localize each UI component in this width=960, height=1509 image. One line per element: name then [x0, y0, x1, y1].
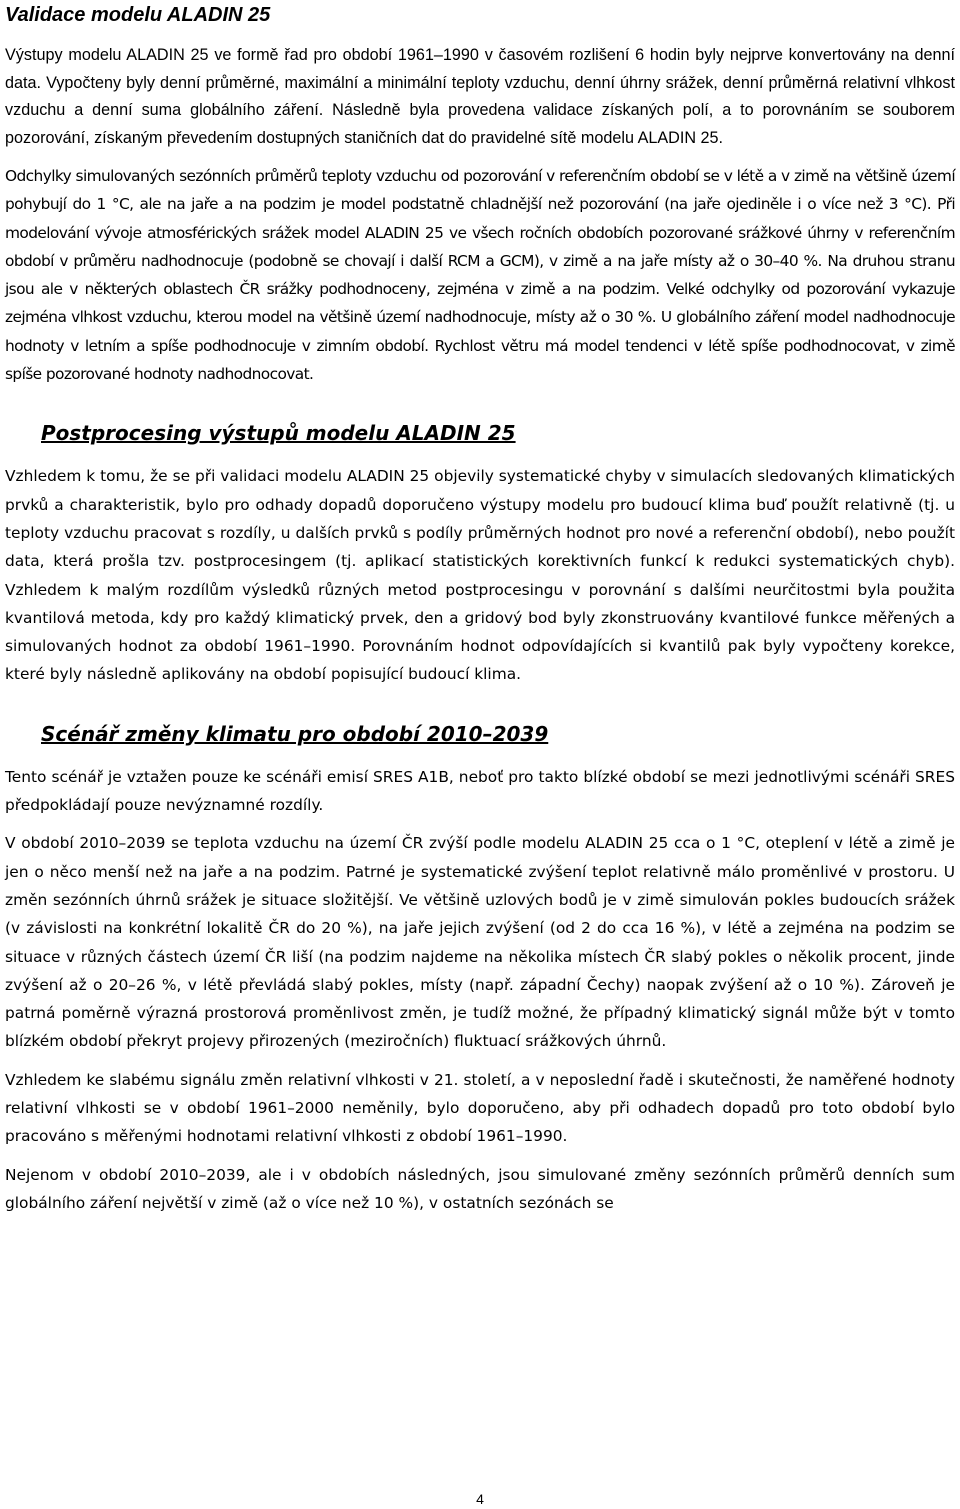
- section-heading-validation: Validace modelu ALADIN 25: [5, 4, 271, 26]
- section-spacer: [5, 398, 955, 420]
- page-number: 4: [476, 1491, 484, 1507]
- paragraph-scenario-radiation: Nejenom v období 2010–2039, ale i v obdobích následných, jsou simulované změny sezónních průměrů denních sum globálního záření největší v zimě (až o více než 10 %), v ostatních sezónách se: [5, 1165, 955, 1212]
- paragraph-validation-intro: Výstupy modelu ALADIN 25 ve formě řad pro období 1961–1990 v časovém rozlišení 6 hodin byly nejprve konvertovány na denní data. Vypočteny byly denní průměrné, maximální a minimální teploty vzduchu, denní úhrny srážek, denní průměrná relativní vlhkost vzduchu a denní suma globálního záření. Následně byla provedena validace získaných polí, a to porovnáním se souborem pozorování, získaným převedením dostupných staničních dat do pravidelné sítě modelu ALADIN 25.: [5, 46, 955, 147]
- document-page: [5, 0, 955, 1227]
- paragraph-scenario-humidity: Vzhledem ke slabému signálu změn relativní vlhkosti v 21. století, a v neposlední řadě i skutečnosti, že naměřené hodnoty relativní vlhkosti se v období 1961–2000 neměnily, bylo doporučeno, aby při odhadech dopadů pro toto období bylo pracováno s měřenými hodnotami relativní vlhkosti z období 1961–1990.: [5, 1070, 955, 1146]
- section-spacer: [5, 699, 955, 721]
- section-heading-scenario: Scénář změny klimatu pro období 2010–2039: [41, 721, 549, 746]
- paragraph-postprocessing: Vzhledem k tomu, že se při validaci modelu ALADIN 25 objevily systematické chyby v simulacích sledovaných klimatických prvků a charakteristik, bylo pro odhady dopadů doporučeno výstupy modelu pro budoucí klima buď použít relativně (tj. u teploty vzduchu pracovat s rozdíly, u dalších prvků s podíly průměrných hodnot pro nové a referenční období), nebo použít data, která prošla tzv. postprocesingem (tj. aplikací statistických korektivních funkcí k redukci systematických chyb). Vzhledem k malým rozdílům výsledků různých metod postprocesingu v porovnání s dalšími neurčitostmi byla použita kvantilová metoda, kdy pro každý klimatický prvek, den a gridový bod byly zkonstruovány kvantilové funkce měřených a simulovaných hodnot za období 1961–1990. Porovnáním hodnot odpovídajících si kvantilů pak byly vypočteny korekce, které byly následně aplikovány na období popisující budoucí klima.: [5, 467, 955, 684]
- section-heading-postprocessing: Postprocesing výstupů modelu ALADIN 25: [41, 421, 516, 446]
- paragraph-validation-deviations: Odchylky simulovaných sezónních průměrů teploty vzduchu od pozorování v referenčním období se v létě a v zimě na většině území pohybují do 1 °C, ale na jaře a na podzim je model podstatně chladnější než pozorování (na jaře ojediněle i o více než 3 °C). Při modelování vývoje atmosférických srážek model ALADIN 25 ve všech ročních obdobích pozorované srážkové úhrny v referenčním období v průměru nadhodnocuje (podobně se chovají i další RCM a GCM), v zimě a na jaře místy až o 30–40 %. Na druhou stranu jsou ale v některých oblastech ČR srážky podhodnoceny, zejména v zimě a na podzim. Velké odchylky od pozorování vykazuje zejména vlhkost vzduchu, kterou model na většině území nadhodnocuje, místy až o 30 %. U globálního záření model nadhodnocuje hodnoty v letním a spíše podhodnocuje v zimním období. Rychlost větru má model tendenci v létě spíše podhodnocovat, v zimě spíše pozorované hodnoty nadhodnocovat.: [5, 167, 955, 384]
- paragraph-scenario-temperature-precipitation: V období 2010–2039 se teplota vzduchu na území ČR zvýší podle modelu ALADIN 25 cca o 1 °C, oteplení v létě a zimě je jen o něco menší než na jaře a na podzim. Patrné je systematické zvýšení teplot relativně málo proměnlivé v prostoru. U změn sezónních úhrnů srážek je situace složitější. Ve většině uzlových bodů je v zimě simulován pokles budoucích srážek (v závislosti na konkrétní lokalitě ČR do 20 %), na jaře jejich zvýšení (od 2 do cca 16 %), v létě a zejména na podzim se situace v různých částech území ČR liší (na podzim najdeme na několika místech ČR slabý pokles o několik procent, jinde zvýšení až o 20–26 %, v létě převládá slabý pokles, místy (např. západní Čechy) naopak zvýšení až o 10 %). Zároveň je patrná poměrně výrazná prostorová proměnlivost změn, je tudíž možné, že případný klimatický signál může být v tomto blízkém období překryt projevy přirozených (meziročních) fluktuací srážkových úhrnů.: [5, 834, 955, 1051]
- paragraph-scenario-intro: Tento scénář je vztažen pouze ke scénáři emisí SRES A1B, neboť pro takto blízké období se mezi jednotlivými scénáři SRES předpokládají pouze nevýznamné rozdíly.: [5, 767, 955, 815]
